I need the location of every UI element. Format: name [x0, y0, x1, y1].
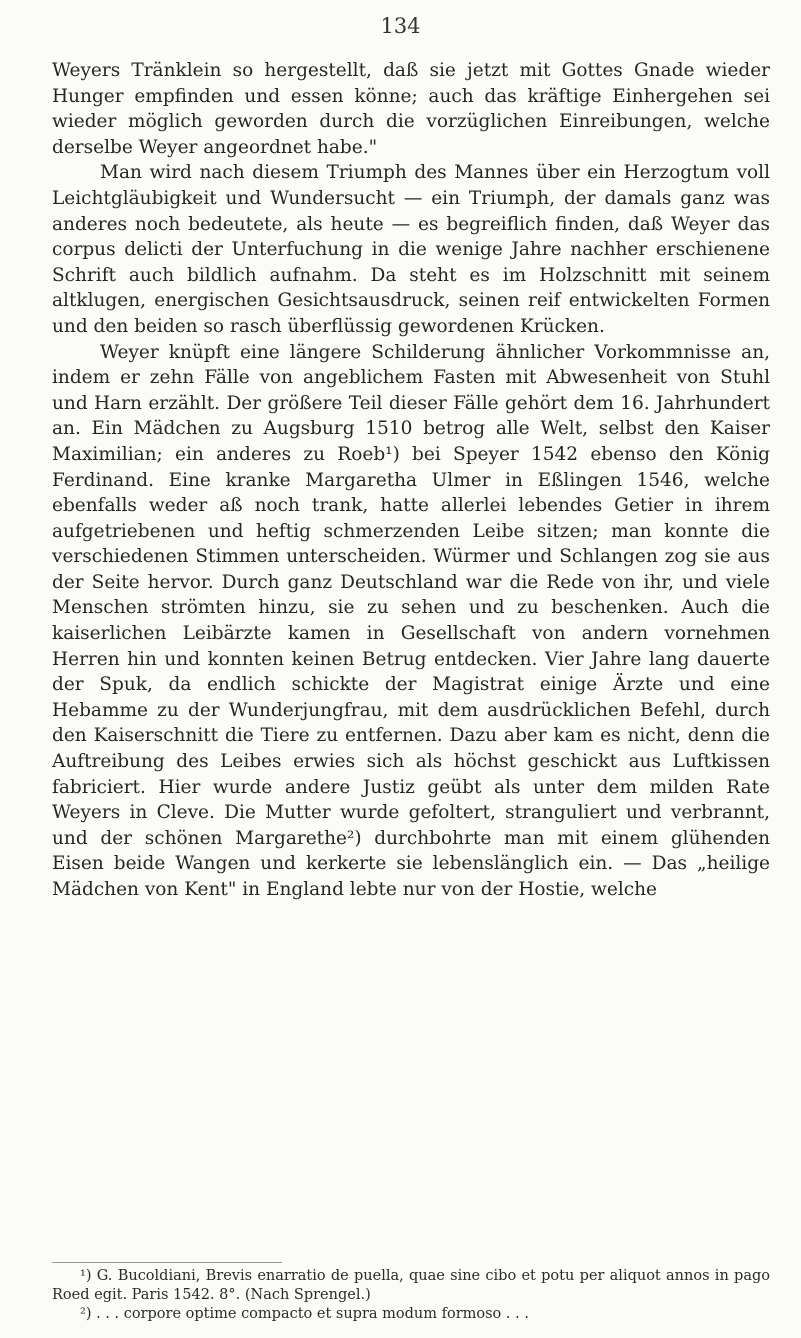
paragraph-3: Weyer knüpft eine längere Schilderung ähnlicher Vorkommnisse an, indem er zehn Fälle von angeblichem Fasten mit Abwesenheit von Stuhl und Harn erzählt. Der größere Teil dieser Fälle gehört dem 16. Jahrhundert an. Ein Mädchen zu Augsburg 1510 betrog alle Welt, selbst den Kaiser Maximilian; ein anderes zu Roeb¹) bei Speyer 1542 ebenso den König Ferdinand. Eine kranke Margaretha Ulmer in Eßlingen 1546, welche ebenfalls weder aß noch trank, hatte allerlei lebendes Getier in ihrem aufgetriebenen und heftig schmerzenden Leibe sitzen; man konnte die verschiedenen Stimmen unterscheiden. Würmer und Schlangen zog sie aus der Seite hervor. Durch ganz Deutschland war die Rede von ihr, und viele Menschen strömten hinzu, sie zu sehen und zu beschenken. Auch die kaiserlichen Leibärzte kamen in Gesellschaft von andern vornehmen Herren hin und konnten keinen Betrug entdecken. Vier Jahre lang dauerte der Spuk, da endlich schickte der Magistrat einige Ärzte und eine Hebamme zu der Wunderjungfrau, mit dem ausdrücklichen Befehl, durch den Kaiserschnitt die Tiere zu entfernen. Dazu aber kam es nicht, denn die Auftreibung des Leibes erwies sich als höchst geschickt aus Luftkissen fabriciert. Hier wurde andere Justiz geübt als unter dem milden Rate Weyers in Cleve. Die Mutter wurde gefoltert, stranguliert und verbrannt, und der schönen Margarethe²) durchbohrte man mit einem glühenden Eisen beide Wangen und kerkerte sie lebenslänglich ein. — Das „heilige Mädchen von Kent" in England lebte nur von der Hostie, welche	[52, 341, 770, 900]
paragraph-2: Man wird nach diesem Triumph des Mannes über ein Herzogtum voll Leichtgläubigkeit und Wundersucht — ein Triumph, der damals ganz was anderes noch bedeutete, als heute — es begreiflich finden, daß Weyer das corpus delicti der Unterfuchung in die wenige Jahre nachher erschienene Schrift auch bildlich aufnahm. Da steht es im Holzschnitt mit seinem altklugen, energischen Gesichtsausdruck, seinen reif entwickelten Formen und den beiden so rasch überflüssig gewordenen Krücken.	[52, 162, 770, 337]
footnote-2: ²) . . . corpore optime compacto et supra modum formoso . . .	[80, 1306, 529, 1322]
body-text	[52, 58, 770, 903]
footnotes	[52, 1267, 770, 1324]
footnote-1: ¹) G. Bucoldiani, Brevis enarratio de puella, quae sine cibo et potu per aliquot annos in pago Roed egit. Paris 1542. 8°. (Nach Sprengel.)	[52, 1268, 770, 1303]
paragraph-1: Weyers Tränklein so hergestellt, daß sie jetzt mit Gottes Gnade wieder Hunger empfinden und essen könne; auch das kräftige Einhergehen sei wieder möglich geworden durch die vorzüglichen Einreibungen, welche derselbe Weyer angeordnet habe."	[52, 60, 770, 158]
footnote-divider	[52, 1262, 282, 1263]
page-number: 134	[380, 14, 421, 38]
